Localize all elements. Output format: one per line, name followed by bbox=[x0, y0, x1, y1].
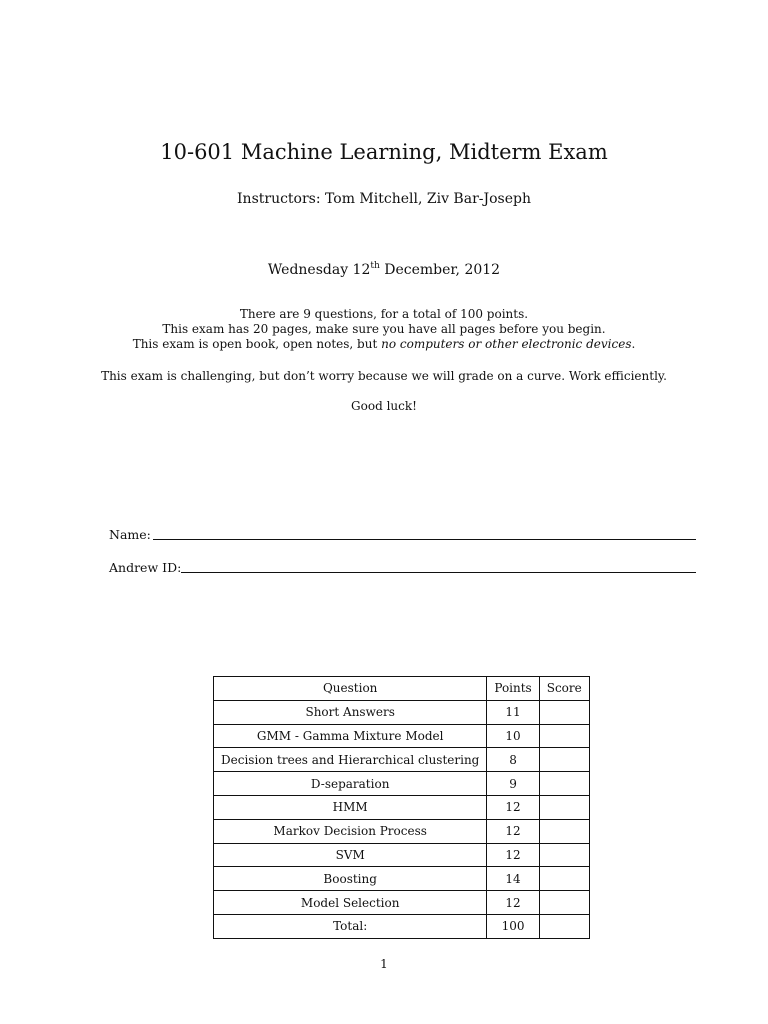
date-day: Wednesday 12 bbox=[267, 262, 371, 278]
name-label: Name: bbox=[109, 527, 151, 542]
total-row bbox=[214, 914, 590, 938]
question-points: 8 bbox=[487, 748, 539, 772]
date-suffix: th bbox=[370, 261, 380, 271]
table-row bbox=[214, 843, 590, 867]
info-rules-suffix: . bbox=[631, 337, 636, 351]
question-points: 10 bbox=[487, 724, 539, 748]
total-points: 100 bbox=[487, 914, 539, 938]
score-table bbox=[213, 676, 590, 939]
exam-info bbox=[0, 307, 768, 352]
total-label: Total: bbox=[214, 914, 487, 938]
info-line-pages: This exam has 20 pages, make sure you have all pages before you begin. bbox=[162, 322, 606, 336]
question-name: Boosting bbox=[214, 867, 487, 891]
header-question: Question bbox=[214, 677, 487, 701]
andrew-id-line[interactable] bbox=[181, 572, 696, 573]
info-line-rules bbox=[0, 337, 768, 352]
score-cell[interactable] bbox=[539, 772, 589, 796]
page-number: 1 bbox=[380, 957, 388, 971]
question-points: 9 bbox=[487, 772, 539, 796]
date-rest: December, 2012 bbox=[379, 262, 501, 278]
score-cell[interactable] bbox=[539, 843, 589, 867]
score-cell[interactable] bbox=[539, 867, 589, 891]
score-cell[interactable] bbox=[539, 724, 589, 748]
question-name: Short Answers bbox=[214, 700, 487, 724]
question-points: 12 bbox=[487, 843, 539, 867]
score-cell[interactable] bbox=[539, 748, 589, 772]
score-cell[interactable] bbox=[539, 891, 589, 915]
curve-warning: This exam is challenging, but don’t worry because we will grade on a curve. Work efficiently. bbox=[101, 369, 667, 383]
exam-title: 10-601 Machine Learning, Midterm Exam bbox=[160, 140, 608, 164]
table-row bbox=[214, 748, 590, 772]
exam-date bbox=[0, 262, 768, 278]
table-row bbox=[214, 819, 590, 843]
table-row bbox=[214, 867, 590, 891]
question-points: 14 bbox=[487, 867, 539, 891]
info-rules-italic: no computers or other electronic devices bbox=[381, 337, 632, 351]
name-line[interactable] bbox=[153, 539, 696, 540]
table-row bbox=[214, 891, 590, 915]
score-cell[interactable] bbox=[539, 795, 589, 819]
score-table-header bbox=[214, 677, 590, 701]
question-name: D-separation bbox=[214, 772, 487, 796]
table-row bbox=[214, 724, 590, 748]
good-luck: Good luck! bbox=[351, 399, 417, 413]
question-name: Decision trees and Hierarchical clustering bbox=[214, 748, 487, 772]
score-cell[interactable] bbox=[539, 700, 589, 724]
info-line-questions: There are 9 questions, for a total of 100 points. bbox=[239, 307, 529, 321]
question-points: 11 bbox=[487, 700, 539, 724]
question-name: GMM - Gamma Mixture Model bbox=[214, 724, 487, 748]
table-row bbox=[214, 700, 590, 724]
table-row bbox=[214, 795, 590, 819]
andrew-id-label: Andrew ID: bbox=[109, 560, 182, 575]
question-points: 12 bbox=[487, 819, 539, 843]
info-rules-prefix: This exam is open book, open notes, but bbox=[132, 337, 382, 351]
question-name: SVM bbox=[214, 843, 487, 867]
header-points: Points bbox=[487, 677, 539, 701]
header-score: Score bbox=[539, 677, 589, 701]
total-score-cell[interactable] bbox=[539, 914, 589, 938]
instructors: Instructors: Tom Mitchell, Ziv Bar-Joseph bbox=[237, 191, 531, 207]
question-name: HMM bbox=[214, 795, 487, 819]
question-points: 12 bbox=[487, 795, 539, 819]
question-points: 12 bbox=[487, 891, 539, 915]
table-row bbox=[214, 772, 590, 796]
question-name: Markov Decision Process bbox=[214, 819, 487, 843]
question-name: Model Selection bbox=[214, 891, 487, 915]
score-cell[interactable] bbox=[539, 819, 589, 843]
